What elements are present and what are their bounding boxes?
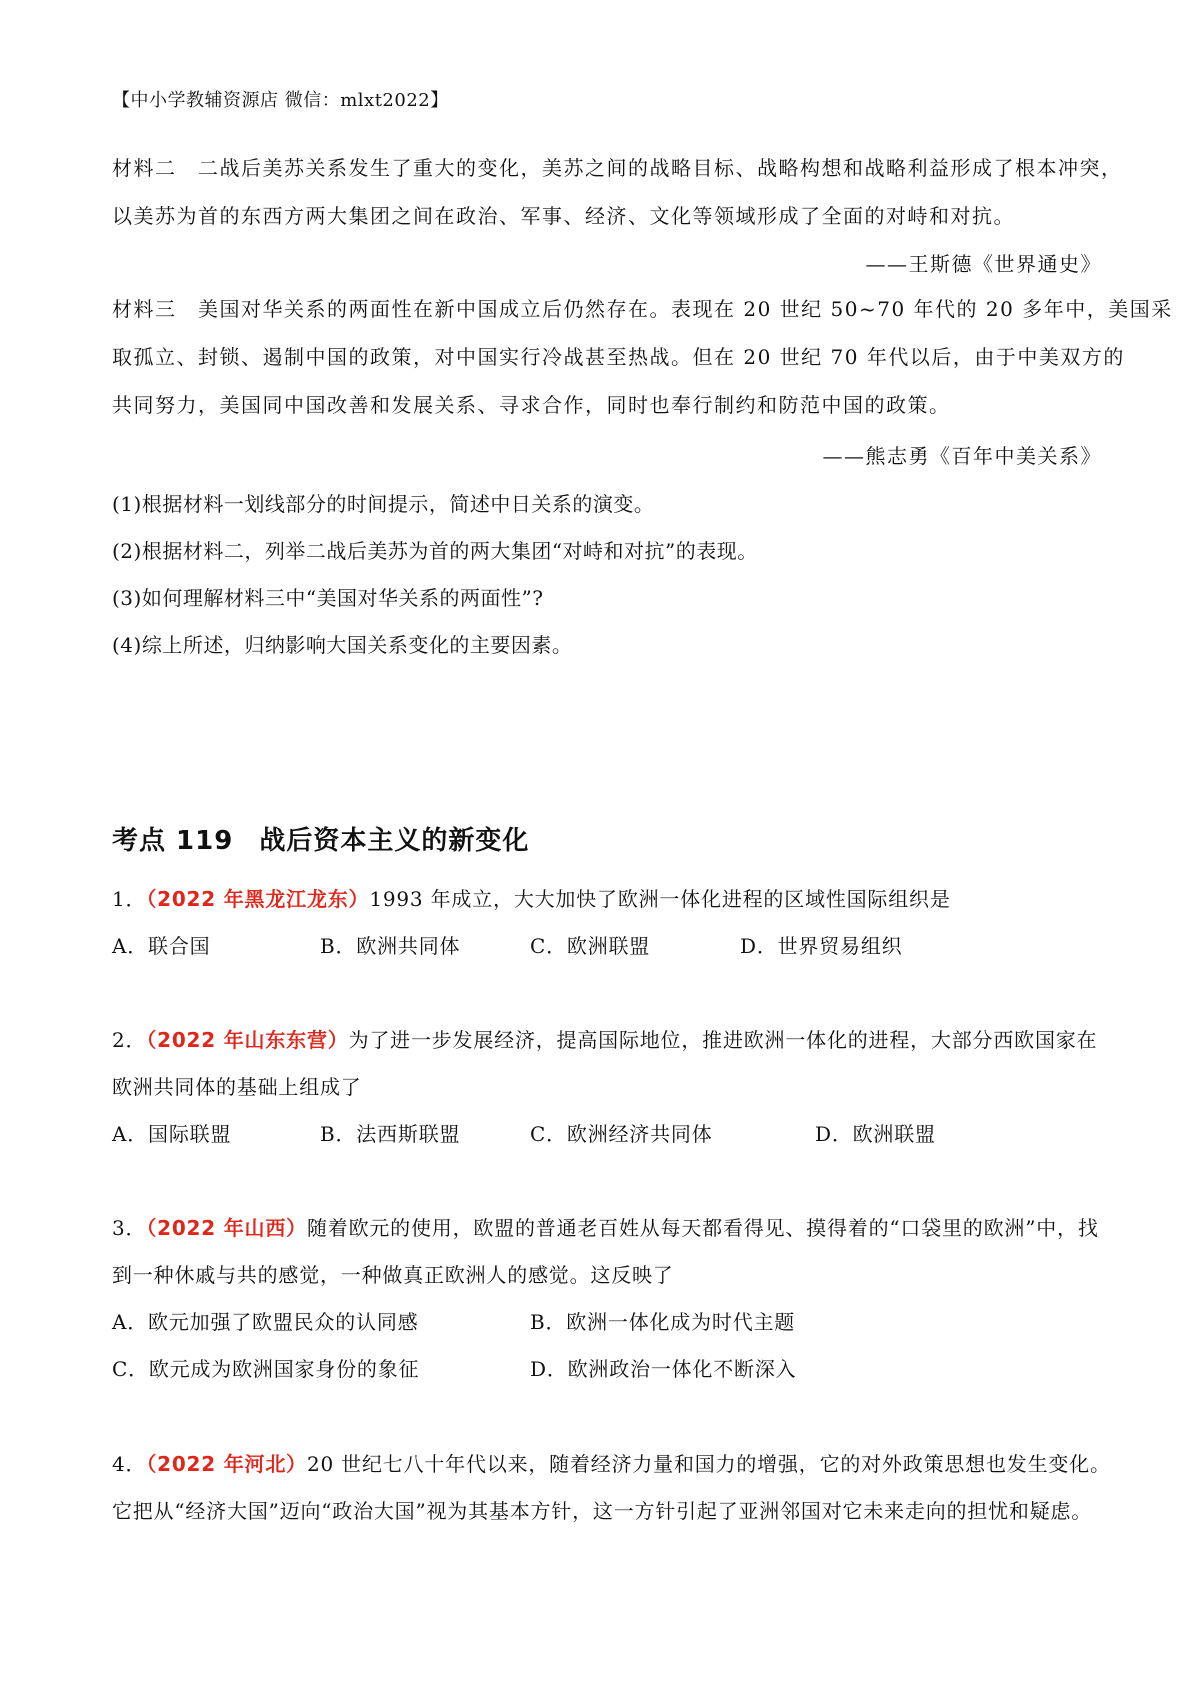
material-three-source: ——熊志勇《百年中美关系》	[822, 444, 1102, 468]
option-b: B．法西斯联盟	[320, 1122, 461, 1146]
question-number: 1．	[112, 887, 147, 911]
question-number: 3．	[112, 1216, 147, 1240]
option-c: C．欧洲经济共同体	[530, 1122, 713, 1146]
material-three-line-2: 取孤立、封锁、遏制中国的政策，对中国实行冷战甚至热战。但在 20 世纪 70 年代以后，由于中美双方的	[112, 345, 1125, 369]
question-number: 4．	[112, 1452, 147, 1476]
option-a: A．国际联盟	[112, 1122, 232, 1146]
material-three	[112, 285, 1173, 429]
material-two-line-1: 材料二 二战后美苏关系发生了重大的变化，美苏之间的战略目标、战略构想和战略利益形成了根本冲突，	[112, 156, 1123, 180]
material-three-line-1: 材料三 美国对华关系的两面性在新中国成立后仍然存在。表现在 20 世纪 50~70 年代的 20 多年中，美国采	[112, 297, 1173, 321]
watermark-header: 【中小学教辅资源店 微信：mlxt2022】	[112, 90, 449, 111]
option-c: C．欧元成为欧洲国家身份的象征	[112, 1357, 420, 1381]
section-heading: 战后资本主义的新变化	[259, 826, 530, 856]
question-stem-text: 为了进一步发展经济，提高国际地位，推进欧洲一体化的进程，大部分西欧国家在	[348, 1028, 1098, 1052]
question-3-stem	[112, 1212, 1102, 1241]
question-stem-text: 随着欧元的使用，欧盟的普通老百姓从每天都看得见、摸得着的“口袋里的欧洲”中，找	[306, 1216, 1099, 1240]
option-b: B．欧洲一体化成为时代主题	[530, 1310, 796, 1334]
question-source-tag: （2022 年山东东营）	[146, 1028, 349, 1052]
question-stem-text: 20 世纪七八十年代以来，随着经济力量和国力的增强，它的对外政策思想也发生变化。	[306, 1452, 1111, 1476]
material-two-source: ——王斯德《世界通史》	[865, 252, 1102, 276]
question-4-stem-cont: 它把从“经济大国”迈向“政治大国”视为其基本方针，这一方针引起了亚洲邻国对它未来走向的担忧和疑虑。	[112, 1499, 1093, 1523]
question-number: 2．	[112, 1028, 147, 1052]
question-2-stem	[112, 1024, 1102, 1053]
question-source-tag: （2022 年河北）	[146, 1452, 307, 1476]
question-stem-text: 1993 年成立，大大加快了欧洲一体化进程的区域性国际组织是	[369, 887, 951, 911]
section-title	[112, 820, 529, 857]
sub-question-4: (4)综上所述，归纳影响大国关系变化的主要因素。	[112, 633, 573, 657]
option-c: C．欧洲联盟	[530, 934, 651, 958]
question-4-stem	[112, 1448, 1111, 1477]
sub-question-2: (2)根据材料二，列举二战后美苏为首的两大集团“对峙和对抗”的表现。	[112, 539, 758, 563]
question-2-stem-cont: 欧洲共同体的基础上组成了	[112, 1075, 362, 1099]
section-label: 考点 119	[112, 826, 234, 856]
sub-question-1: (1)根据材料一划线部分的时间提示，简述中日关系的演变。	[112, 492, 655, 516]
question-3-stem-cont: 到一种休戚与共的感觉，一种做真正欧洲人的感觉。这反映了	[112, 1263, 674, 1287]
option-d: D．欧洲联盟	[815, 1122, 936, 1146]
option-a: A．欧元加强了欧盟民众的认同感	[112, 1310, 419, 1334]
option-d: D．欧洲政治一体化不断深入	[530, 1357, 797, 1381]
option-a: A．联合国	[112, 934, 211, 958]
material-three-line-3: 共同努力，美国同中国改善和发展关系、寻求合作，同时也奉行制约和防范中国的政策。	[112, 393, 951, 417]
option-d: D．世界贸易组织	[740, 934, 903, 958]
material-two-line-2: 以美苏为首的东西方两大集团之间在政治、军事、经济、文化等领域形成了全面的对峙和对抗。	[112, 204, 1015, 228]
sub-question-3: (3)如何理解材料三中“美国对华关系的两面性”?	[112, 586, 544, 610]
question-source-tag: （2022 年黑龙江龙东）	[146, 887, 370, 911]
question-source-tag: （2022 年山西）	[146, 1216, 307, 1240]
option-b: B．欧洲共同体	[320, 934, 461, 958]
question-1-stem	[112, 883, 1102, 912]
material-two	[112, 144, 1123, 240]
